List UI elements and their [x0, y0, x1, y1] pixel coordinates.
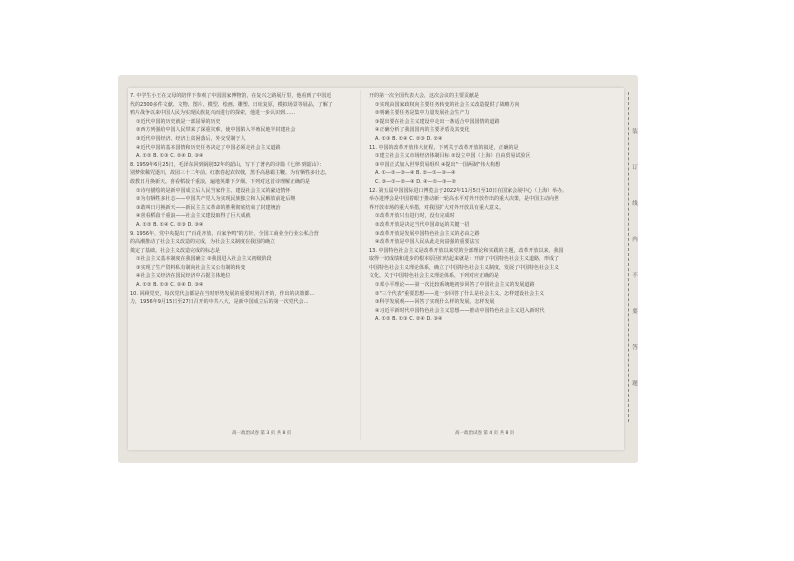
question-line: 8. 1959年6月25日，毛泽东回到阔别32年的韶山，写下了著名的诗篇《七律·到韶山》： — [130, 161, 325, 168]
page-fold — [360, 90, 361, 440]
question-line: 举办进博会是中国着眼于推动新一轮高水平对外开放作出的重大决策，是中国主动向世 — [369, 196, 560, 203]
question-line: ④喜看稻菽千重浪——社会主义建设取得了巨大成就 — [136, 213, 251, 220]
question-line: ②改革开放是决定当代中国命运的关键一招 — [375, 221, 470, 228]
question-line: ②西方列强给中国人民带来了深重灾难，使中国陷入半殖民地半封建社会 — [136, 127, 296, 134]
question-line: ④近代中国的基本国情和历史任务决定了中国必须走社会主义道路 — [136, 144, 281, 151]
question-line: ①邓小平理论——第一次比较系统地初步回答了中国社会主义的发展道路 — [375, 282, 535, 289]
question-line: ②"三个代表"重要思想——进一步回答了什么是社会主义、怎样建设社会主义 — [375, 290, 545, 297]
question-line: A. ①② B. ①③ C. ②④ D. ③④ — [375, 316, 443, 323]
question-line: ③科学发展观——回答了实现什么样的发展、怎样发展 — [375, 299, 495, 306]
question-line: ①建立社会主义市场经济体制目标 ②设立中国（上海）自由贸易试验区 — [375, 153, 531, 160]
question-line: 力，1956年9月15日至27日召开的中共八大，是新中国成立后的第一次党代会… — [130, 299, 309, 306]
question-line: ④习近平新时代中国特色社会主义思想——推动中国特色社会主义进入新时代 — [375, 307, 545, 314]
question-line: ①社会主义基本制度在我国确立 ②我国进入社会主义初级阶段 — [136, 256, 272, 263]
question-line: 10. 回顾党史，每次党代会都是在当时形势发展的重要时刻召开的，作出的决策都… — [130, 290, 315, 297]
question-line: 11. 中国的改革开放伟大征程，下列关于改革开放的叙述，正确的是 — [369, 144, 519, 151]
question-line: 7. 中学生小王在父母的陪伴下参观了中国国家博物馆，在复兴之路展厅里，他看到了中国近 — [130, 93, 332, 99]
left-question-column — [130, 92, 352, 307]
question-line: 的高潮推动了社会主义改造的完成，为社会主义制度在我国的确立 — [130, 239, 276, 246]
margin-char: 订 — [632, 165, 638, 171]
question-line: 13. 中国特色社会主义是改革开放以来党的全部理论和实践的主题，改革开放以来，我国 — [369, 247, 564, 254]
question-line: ③近代中国经济、经济上贫困落后，外交受制于人 — [136, 135, 246, 142]
question-line: 取得一切成绩和进步的根本原因归结起来就是：开辟了中国特色社会主义道路，形成了 — [369, 256, 560, 263]
question-line: 别梦依稀咒逝川，故园三十二年前。红旗卷起农奴戟，黑手高悬霸主鞭。为有牺牲多壮志， — [130, 170, 331, 177]
question-line: 中国特色社会主义理论体系，确立了中国特色社会主义制度，发展了中国特色社会主义 — [369, 264, 560, 271]
margin-char: 答 — [632, 345, 638, 351]
question-line: A. ①② B. ①③ C. ②④ D. ③④ — [136, 282, 204, 289]
question-line: 界开放市场的重大举措，对我国扩大对外开放具有重大意义。 — [369, 204, 505, 211]
question-line: ②为有牺牲多壮志——中国共产党人为实现民族独立和人民解放前赴后继 — [136, 196, 296, 203]
question-line: 代的2300多件文献、文物、图片、模型、绘画、雕塑、日址复原，模拟场景等展品，了解了 — [130, 101, 333, 108]
question-line: 开的第一次全国代表大会，这次会议的主要贡献是 — [369, 93, 480, 99]
question-line: ②明确主要任务是集中力量发展社会生产力 — [375, 110, 470, 117]
question-line: ③改革开放是发展中国特色社会主义的必由之路 — [375, 230, 480, 237]
question-line: ④社会主义经济在国民经济中占据主体地位 — [136, 273, 231, 280]
question-line: A. ①③ B. ①④ C. ②③ D. ②④ — [375, 135, 443, 142]
question-line: ③敢叫日月换新天——新民主主义革命的胜利彻底结束了封建统治 — [136, 204, 281, 211]
question-line: 文化。关于中国特色社会主义理论体系，下列对应正确的是 — [369, 273, 500, 280]
margin-char: 要 — [632, 309, 638, 315]
question-line: ①诗句描绘的是新中国成立后人民当家作主、建设社会主义的豪迈情怀 — [136, 187, 291, 194]
binding-margin-text — [629, 128, 641, 416]
question-line: A. ①② B. ①③ C. ②④ D. ③④ — [136, 153, 204, 160]
right-question-column — [369, 92, 599, 324]
question-line: C. ③—①—②—④ D. ④—①—③—② — [375, 178, 457, 185]
margin-char: 不 — [632, 273, 638, 279]
question-line: A. ①② B. ①④ C. ②③ D. ③④ — [136, 221, 204, 228]
question-line: 敢教日月换新天。喜看稻菽千重浪，遍地英雄下夕烟。下列对这首诗理解正确的是 — [130, 178, 311, 185]
margin-char: 装 — [632, 129, 638, 135]
question-line: ①改革开放只有进行时，没有完成时 — [375, 213, 455, 220]
question-line: ③中国正式加入世界贸易组织 ④提出"一国两制"伟大构想 — [375, 161, 501, 168]
margin-char: 内 — [632, 237, 638, 243]
question-line: ①近代中国的历史就是一部屈辱的历史 — [136, 118, 221, 125]
question-line: A. ①—②—③—④ B. ②—①—③—④ — [375, 170, 456, 177]
question-line: ④正确分析了我国国内的主要矛盾及其变化 — [375, 127, 470, 134]
question-line: 9. 1956年，党中央提出了"百花齐放、百家争鸣"的方针，全国工商业全行业公私合营 — [130, 230, 319, 237]
margin-char: 线 — [632, 201, 638, 207]
right-page-footer: 高一政治试卷 第 4 页 共 8 页 — [455, 431, 515, 436]
question-line: 奠定了基础。社会主义改造完成的标志是 — [130, 247, 221, 254]
question-line: 鸦片战争以来中国人民为实现民族复兴而进行的探索，他进一步认识到…… — [130, 110, 296, 117]
question-line: ④改革开放是中国人民从此走向富强的重要法宝 — [375, 239, 480, 246]
left-page-footer: 高一政治试卷 第 3 页 共 8 页 — [232, 431, 292, 436]
question-line: ③提出要在社会主义建设中走出一条适合中国国情的道路 — [375, 118, 500, 125]
margin-char: 题 — [632, 381, 638, 387]
question-line: 12. 第五届中国国际进口博览会于2022年11月5日至10日在国家会展中心（上海）举办。 — [369, 187, 568, 194]
question-line: ③实现了生产资料私有制向社会主义公有制的转变 — [136, 264, 246, 271]
question-line: ①实现由国家政权向主要任务转变的社会主义改造提供了战略方向 — [375, 101, 520, 108]
